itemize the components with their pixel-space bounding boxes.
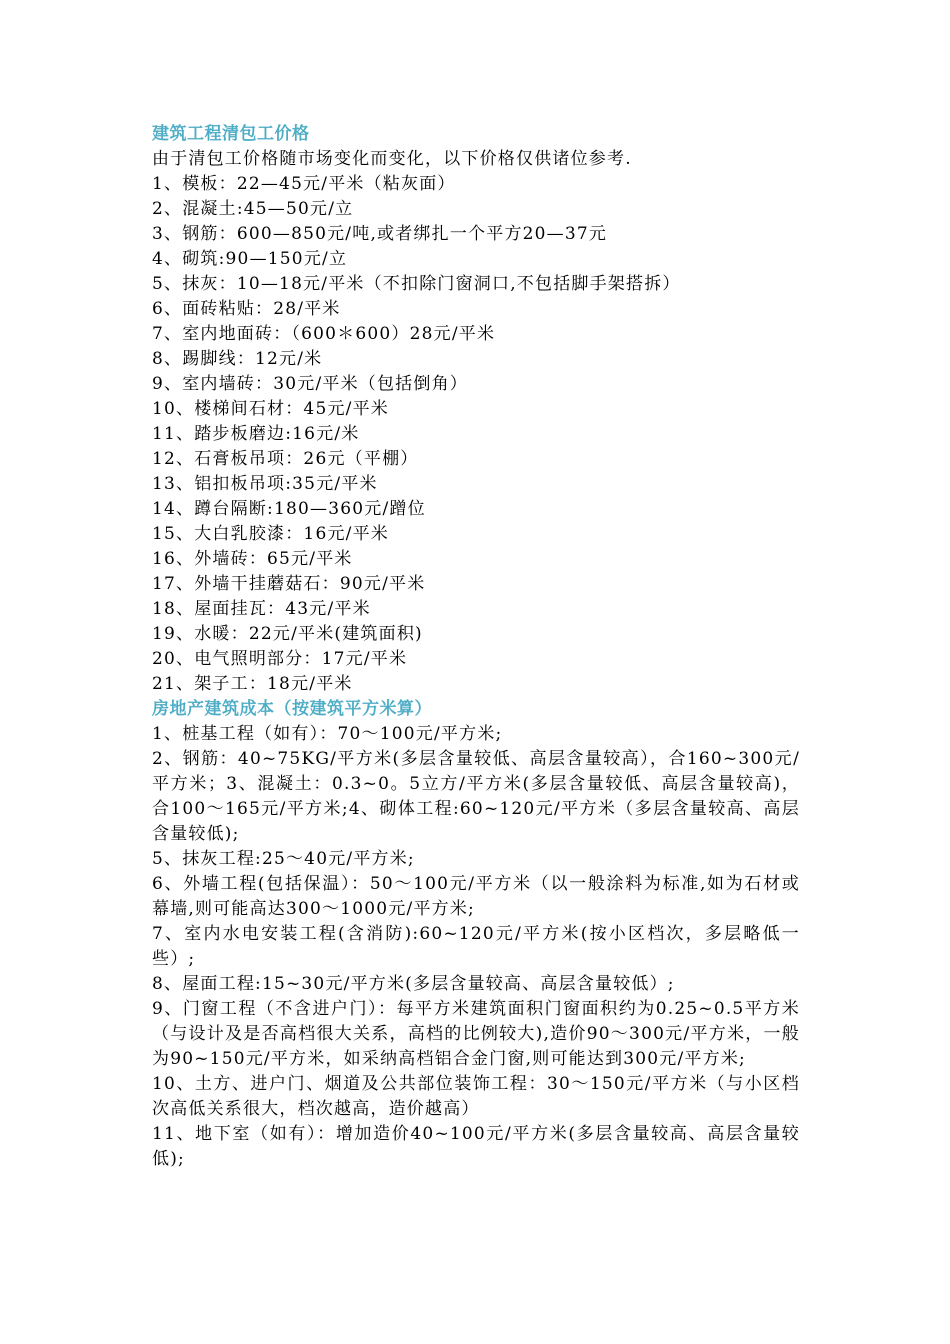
price-item: 10、楼梯间石材：45元/平米 xyxy=(152,399,389,419)
intro-text: 由于清包工价格随市场变化而变化，以下价格仅供诸位参考. xyxy=(152,149,632,169)
document-page xyxy=(152,122,800,1172)
price-item: 16、外墙砖：65元/平米 xyxy=(152,549,353,569)
cost-item: 5、抹灰工程:25～40元/平方米; xyxy=(152,849,415,869)
price-item: 1、模板：22—45元/平米（粘灰面） xyxy=(152,174,456,194)
cost-item: 7、室内水电安装工程(含消防):60~120元/平方米(按小区档次，多层略低一些）; xyxy=(152,924,800,969)
cost-item: 9、门窗工程（不含进户门）：每平方米建筑面积门窗面积约为0.25~0.5平方米（与设计及是否高档很大关系，高档的比例较大),造价90～300元/平方米，一般为90~150元/平方米，如采纳高档铝合金门窗,则可能达到300元/平方米; xyxy=(152,999,800,1069)
price-item: 19、水暖：22元/平米(建筑面积) xyxy=(152,624,423,644)
price-item: 7、室内地面砖：（600＊600）28元/平米 xyxy=(152,324,496,344)
price-item: 3、钢筋：600—850元/吨,或者绑扎一个平方20—37元 xyxy=(152,224,608,244)
section-title-construction-cost: 房地产建筑成本（按建筑平方米算） xyxy=(152,699,432,719)
price-item: 13、铝扣板吊项:35元/平米 xyxy=(152,474,378,494)
price-item: 4、砌筑:90—150元/立 xyxy=(152,249,348,269)
section-title-labor-price: 建筑工程清包工价格 xyxy=(152,124,310,144)
price-item: 8、踢脚线：12元/米 xyxy=(152,349,323,369)
price-item: 17、外墙干挂蘑菇石：90元/平米 xyxy=(152,574,426,594)
price-item: 18、屋面挂瓦：43元/平米 xyxy=(152,599,371,619)
price-item: 12、石膏板吊项：26元（平棚） xyxy=(152,449,419,469)
price-item: 2、混凝土:45—50元/立 xyxy=(152,199,354,219)
cost-item: 10、土方、进户门、烟道及公共部位装饰工程：30～150元/平方米（与小区档次高低关系很大，档次越高，造价越高） xyxy=(152,1074,800,1119)
cost-item: 2、钢筋：40~75KG/平方米(多层含量较低、高层含量较高），合160~300元/平方米；3、混凝土：0.3~0。5立方/平方米(多层含量较低、高层含量较高)，合100～165元/平方米;4、砌体工程:60~120元/平方米（多层含量较高、高层含量较低); xyxy=(152,749,800,844)
price-item: 21、架子工：18元/平米 xyxy=(152,674,353,694)
price-item: 9、室内墙砖：30元/平米（包括倒角） xyxy=(152,374,468,394)
price-item: 6、面砖粘贴：28/平米 xyxy=(152,299,341,319)
cost-item: 11、地下室（如有）：增加造价40~100元/平方米(多层含量较高、高层含量较低); xyxy=(152,1124,800,1169)
cost-item: 1、桩基工程（如有）：70～100元/平方米; xyxy=(152,724,503,744)
price-item: 20、电气照明部分：17元/平米 xyxy=(152,649,408,669)
price-item: 11、踏步板磨边:16元/米 xyxy=(152,424,360,444)
price-item: 14、蹲台隔断:180—360元/蹭位 xyxy=(152,499,426,519)
price-item: 5、抹灰：10—18元/平米（不扣除门窗洞口,不包括脚手架搭拆） xyxy=(152,274,681,294)
cost-item: 8、屋面工程:15~30元/平方米(多层含量较高、高层含量较低）; xyxy=(152,974,675,994)
cost-item: 6、外墙工程(包括保温）：50～100元/平方米（以一般涂料为标准,如为石材或幕墙,则可能高达300～1000元/平方米; xyxy=(152,874,800,919)
price-item: 15、大白乳胶漆：16元/平米 xyxy=(152,524,389,544)
